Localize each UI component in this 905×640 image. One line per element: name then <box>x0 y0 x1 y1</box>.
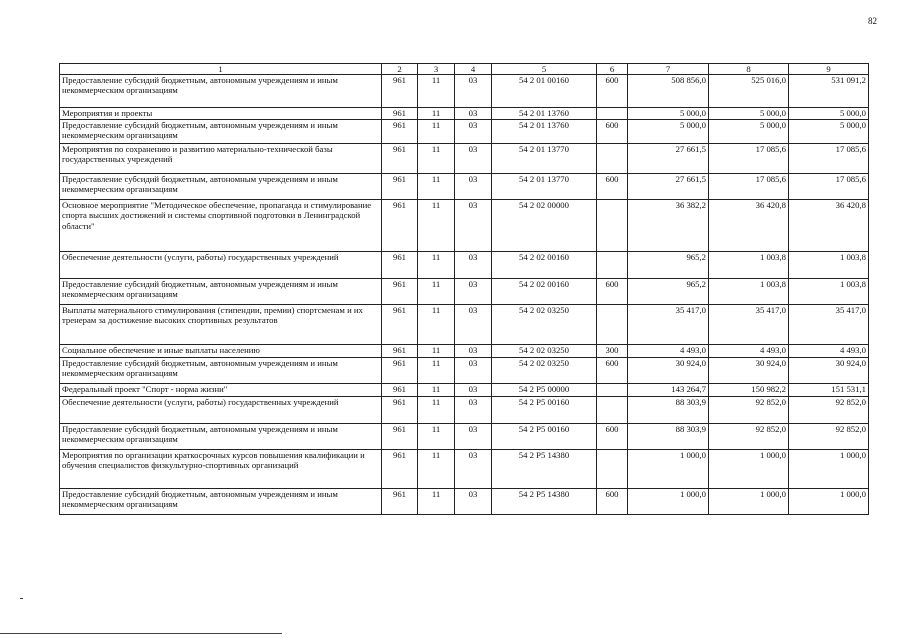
expense-type-cell: 600 <box>597 424 628 450</box>
chapter-code-cell: 961 <box>382 345 418 358</box>
table-row <box>60 345 869 358</box>
target-article-cell: 54 2 P5 00160 <box>492 424 597 450</box>
expense-type-cell: 600 <box>597 120 628 144</box>
subsection-cell: 03 <box>455 450 492 489</box>
target-article-cell: 54 2 P5 14380 <box>492 489 597 515</box>
amount-year3-cell: 531 091,2 <box>789 75 869 108</box>
amount-year2-cell: 17 085,6 <box>709 174 789 200</box>
row-name-cell: Мероприятия по сохранению и развитию материально-технической базы государственных учреждений <box>60 144 382 174</box>
chapter-code-cell: 961 <box>382 144 418 174</box>
target-article-cell: 54 2 02 00160 <box>492 279 597 305</box>
target-article-cell: 54 2 P5 14380 <box>492 450 597 489</box>
expense-type-cell: 600 <box>597 75 628 108</box>
column-header: 7 <box>628 64 709 75</box>
expense-type-cell <box>597 144 628 174</box>
target-article-cell: 54 2 02 00000 <box>492 200 597 252</box>
amount-year2-cell: 5 000,0 <box>709 108 789 120</box>
amount-year1-cell: 143 264,7 <box>628 384 709 397</box>
amount-year2-cell: 36 420,8 <box>709 200 789 252</box>
section-cell: 11 <box>418 424 455 450</box>
chapter-code-cell: 961 <box>382 450 418 489</box>
amount-year1-cell: 88 303,9 <box>628 424 709 450</box>
row-name-cell: Обеспечение деятельности (услуги, работы) государственных учреждений <box>60 252 382 279</box>
table-row <box>60 174 869 200</box>
chapter-code-cell: 961 <box>382 120 418 144</box>
amount-year3-cell: 36 420,8 <box>789 200 869 252</box>
amount-year2-cell: 1 003,8 <box>709 252 789 279</box>
expense-type-cell <box>597 384 628 397</box>
budget-table <box>59 63 869 515</box>
subsection-cell: 03 <box>455 489 492 515</box>
expense-type-cell <box>597 108 628 120</box>
table-row <box>60 450 869 489</box>
table-row <box>60 75 869 108</box>
table-row <box>60 384 869 397</box>
amount-year1-cell: 27 661,5 <box>628 144 709 174</box>
amount-year3-cell: 151 531,1 <box>789 384 869 397</box>
section-cell: 11 <box>418 345 455 358</box>
row-name-cell: Основное мероприятие "Методическое обеспечение, пропаганда и стимулирование спорта высших достижений и системы спортивной подготовки в Ленинградской области" <box>60 200 382 252</box>
section-cell: 11 <box>418 120 455 144</box>
target-article-cell: 54 2 01 00160 <box>492 75 597 108</box>
chapter-code-cell: 961 <box>382 424 418 450</box>
row-name-cell: Социальное обеспечение и иные выплаты населению <box>60 345 382 358</box>
subsection-cell: 03 <box>455 144 492 174</box>
amount-year1-cell: 35 417,0 <box>628 305 709 345</box>
section-cell: 11 <box>418 489 455 515</box>
table-row <box>60 424 869 450</box>
subsection-cell: 03 <box>455 397 492 424</box>
amount-year2-cell: 92 852,0 <box>709 424 789 450</box>
section-cell: 11 <box>418 358 455 384</box>
amount-year1-cell: 27 661,5 <box>628 174 709 200</box>
amount-year1-cell: 1 000,0 <box>628 489 709 515</box>
expense-type-cell <box>597 450 628 489</box>
header-row <box>60 64 869 75</box>
target-article-cell: 54 2 02 03250 <box>492 345 597 358</box>
section-cell: 11 <box>418 252 455 279</box>
row-name-cell: Предоставление субсидий бюджетным, автономным учреждениям и иным некоммерческим организациям <box>60 358 382 384</box>
expense-type-cell <box>597 305 628 345</box>
target-article-cell: 54 2 02 03250 <box>492 358 597 384</box>
amount-year3-cell: 17 085,6 <box>789 174 869 200</box>
amount-year1-cell: 5 000,0 <box>628 108 709 120</box>
amount-year3-cell: 30 924,0 <box>789 358 869 384</box>
scan-mark <box>20 598 23 599</box>
chapter-code-cell: 961 <box>382 358 418 384</box>
table-body <box>60 75 869 515</box>
amount-year3-cell: 1 000,0 <box>789 489 869 515</box>
amount-year1-cell: 36 382,2 <box>628 200 709 252</box>
table-row <box>60 279 869 305</box>
row-name-cell: Предоставление субсидий бюджетным, автономным учреждениям и иным некоммерческим организациям <box>60 75 382 108</box>
subsection-cell: 03 <box>455 120 492 144</box>
section-cell: 11 <box>418 144 455 174</box>
amount-year3-cell: 5 000,0 <box>789 108 869 120</box>
chapter-code-cell: 961 <box>382 305 418 345</box>
chapter-code-cell: 961 <box>382 75 418 108</box>
table-row <box>60 108 869 120</box>
row-name-cell: Предоставление субсидий бюджетным, автономным учреждениям и иным некоммерческим организациям <box>60 279 382 305</box>
row-name-cell: Предоставление субсидий бюджетным, автономным учреждениям и иным некоммерческим организациям <box>60 174 382 200</box>
chapter-code-cell: 961 <box>382 252 418 279</box>
footer-rule <box>0 633 282 634</box>
section-cell: 11 <box>418 200 455 252</box>
row-name-cell: Обеспечение деятельности (услуги, работы) государственных учреждений <box>60 397 382 424</box>
amount-year2-cell: 35 417,0 <box>709 305 789 345</box>
subsection-cell: 03 <box>455 358 492 384</box>
amount-year2-cell: 150 982,2 <box>709 384 789 397</box>
table-row <box>60 489 869 515</box>
subsection-cell: 03 <box>455 108 492 120</box>
amount-year2-cell: 17 085,6 <box>709 144 789 174</box>
section-cell: 11 <box>418 279 455 305</box>
target-article-cell: 54 2 01 13770 <box>492 144 597 174</box>
table-row <box>60 144 869 174</box>
chapter-code-cell: 961 <box>382 200 418 252</box>
amount-year2-cell: 30 924,0 <box>709 358 789 384</box>
column-header: 2 <box>382 64 418 75</box>
section-cell: 11 <box>418 397 455 424</box>
amount-year1-cell: 4 493,0 <box>628 345 709 358</box>
amount-year3-cell: 35 417,0 <box>789 305 869 345</box>
expense-type-cell: 300 <box>597 345 628 358</box>
subsection-cell: 03 <box>455 252 492 279</box>
chapter-code-cell: 961 <box>382 108 418 120</box>
target-article-cell: 54 2 02 03250 <box>492 305 597 345</box>
expense-type-cell <box>597 252 628 279</box>
table-row <box>60 252 869 279</box>
chapter-code-cell: 961 <box>382 279 418 305</box>
subsection-cell: 03 <box>455 305 492 345</box>
chapter-code-cell: 961 <box>382 384 418 397</box>
section-cell: 11 <box>418 108 455 120</box>
section-cell: 11 <box>418 384 455 397</box>
expense-type-cell: 600 <box>597 489 628 515</box>
amount-year3-cell: 1 000,0 <box>789 450 869 489</box>
amount-year1-cell: 30 924,0 <box>628 358 709 384</box>
amount-year1-cell: 1 000,0 <box>628 450 709 489</box>
row-name-cell: Предоставление субсидий бюджетным, автономным учреждениям и иным некоммерческим организациям <box>60 489 382 515</box>
column-header: 6 <box>597 64 628 75</box>
amount-year1-cell: 965,2 <box>628 252 709 279</box>
column-header: 4 <box>455 64 492 75</box>
expense-type-cell: 600 <box>597 358 628 384</box>
table-row <box>60 200 869 252</box>
amount-year2-cell: 525 016,0 <box>709 75 789 108</box>
row-name-cell: Предоставление субсидий бюджетным, автономным учреждениям и иным некоммерческим организациям <box>60 424 382 450</box>
target-article-cell: 54 2 01 13770 <box>492 174 597 200</box>
amount-year3-cell: 4 493,0 <box>789 345 869 358</box>
column-header: 8 <box>709 64 789 75</box>
row-name-cell: Мероприятия по организации краткосрочных курсов повышения квалификации и обучения специалистов физкультурно-спортивных организаций <box>60 450 382 489</box>
section-cell: 11 <box>418 174 455 200</box>
row-name-cell: Выплаты материального стимулирования (стипендии, премии) спортсменам и их тренерам за достижение высоких спортивных результатов <box>60 305 382 345</box>
amount-year3-cell: 1 003,8 <box>789 279 869 305</box>
subsection-cell: 03 <box>455 279 492 305</box>
amount-year2-cell: 1 003,8 <box>709 279 789 305</box>
amount-year3-cell: 1 003,8 <box>789 252 869 279</box>
expense-type-cell: 600 <box>597 174 628 200</box>
amount-year1-cell: 508 856,0 <box>628 75 709 108</box>
amount-year3-cell: 5 000,0 <box>789 120 869 144</box>
table-row <box>60 305 869 345</box>
amount-year3-cell: 17 085,6 <box>789 144 869 174</box>
row-name-cell: Предоставление субсидий бюджетным, автономным учреждениям и иным некоммерческим организациям <box>60 120 382 144</box>
subsection-cell: 03 <box>455 345 492 358</box>
expense-type-cell <box>597 200 628 252</box>
section-cell: 11 <box>418 75 455 108</box>
column-header: 5 <box>492 64 597 75</box>
subsection-cell: 03 <box>455 174 492 200</box>
chapter-code-cell: 961 <box>382 397 418 424</box>
amount-year2-cell: 1 000,0 <box>709 450 789 489</box>
amount-year1-cell: 5 000,0 <box>628 120 709 144</box>
amount-year1-cell: 88 303,9 <box>628 397 709 424</box>
row-name-cell: Мероприятия и проекты <box>60 108 382 120</box>
table-row <box>60 120 869 144</box>
table-row <box>60 397 869 424</box>
section-cell: 11 <box>418 450 455 489</box>
target-article-cell: 54 2 02 00160 <box>492 252 597 279</box>
expense-type-cell: 600 <box>597 279 628 305</box>
amount-year2-cell: 4 493,0 <box>709 345 789 358</box>
subsection-cell: 03 <box>455 424 492 450</box>
target-article-cell: 54 2 P5 00000 <box>492 384 597 397</box>
section-cell: 11 <box>418 305 455 345</box>
amount-year2-cell: 1 000,0 <box>709 489 789 515</box>
amount-year2-cell: 5 000,0 <box>709 120 789 144</box>
amount-year1-cell: 965,2 <box>628 279 709 305</box>
amount-year3-cell: 92 852,0 <box>789 397 869 424</box>
chapter-code-cell: 961 <box>382 174 418 200</box>
subsection-cell: 03 <box>455 384 492 397</box>
table-row <box>60 358 869 384</box>
column-header: 9 <box>789 64 869 75</box>
row-name-cell: Федеральный проект "Спорт - норма жизни" <box>60 384 382 397</box>
amount-year2-cell: 92 852,0 <box>709 397 789 424</box>
column-header: 3 <box>418 64 455 75</box>
amount-year3-cell: 92 852,0 <box>789 424 869 450</box>
expense-type-cell <box>597 397 628 424</box>
page-number: 82 <box>868 16 877 26</box>
target-article-cell: 54 2 01 13760 <box>492 108 597 120</box>
target-article-cell: 54 2 P5 00160 <box>492 397 597 424</box>
chapter-code-cell: 961 <box>382 489 418 515</box>
target-article-cell: 54 2 01 13760 <box>492 120 597 144</box>
column-header: 1 <box>60 64 382 75</box>
subsection-cell: 03 <box>455 200 492 252</box>
subsection-cell: 03 <box>455 75 492 108</box>
